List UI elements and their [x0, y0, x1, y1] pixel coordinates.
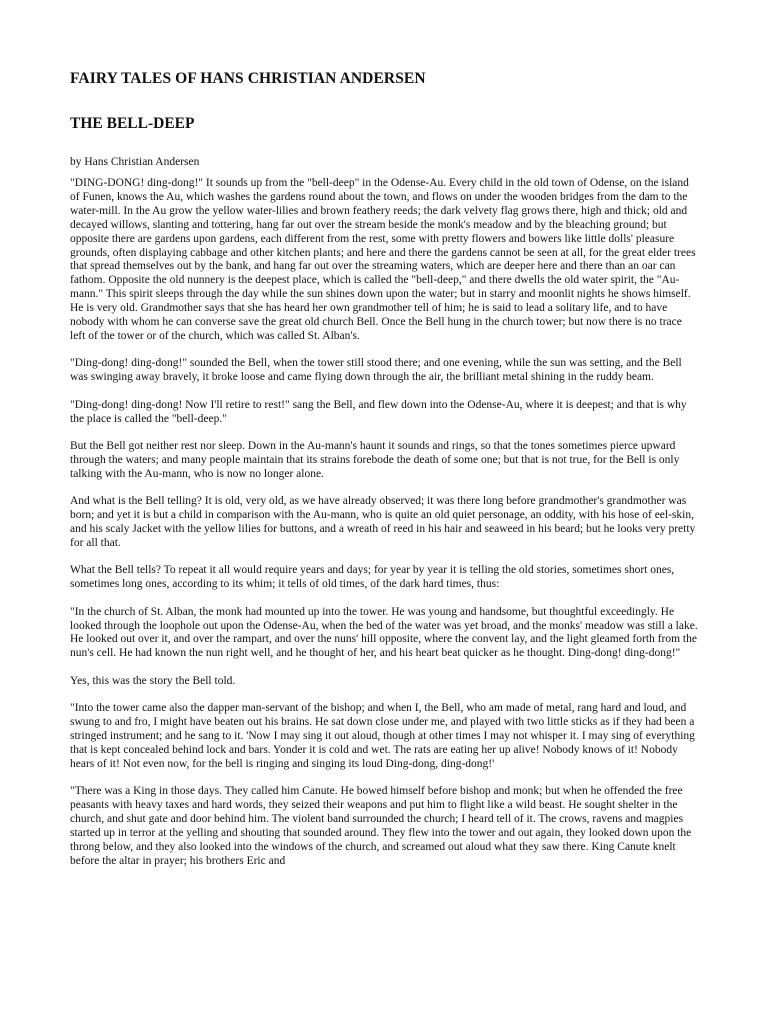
- paragraph-5: And what is the Bell telling? It is old, very old, as we have already observed; it was there long before grandmother's grandmother was born; and yet it is but a child in comparison with the Au-mann, who is quite an old quiet personage, an oddity, with his hose of eel-skin, and his scaly Jacket with the yellow lilies for buttons, and a wreath of reed in his hair and seaweed in his beard; but he looks very pretty for all that.: [70, 495, 696, 549]
- paragraph-4: But the Bell got neither rest nor sleep. Down in the Au-mann's haunt it sounds and rings, so that the tones sometimes pierce upward through the waters; and many people maintain that its strains forebode the death of some one; but that is not true, for the Bell is only talking with the Au-mann, who is now no longer alone.: [70, 440, 680, 480]
- paragraph-8: Yes, this was the story the Bell told.: [70, 674, 236, 687]
- paragraph-9: "Into the tower came also the dapper man-servant of the bishop; and when I, the Bell, who am made of metal, rang hard and loud, and swung to and fro, I might have beaten out his brains. He sat down close under me, and played with two little sticks as if they had been a stringed instrument; and he sang to it. 'Now I may sing it out aloud, though at other times I may not whisper it. I may sing of everything that is kept concealed behind lock and bars. Yonder it is cold and wet. The rats are eating her up alive! Nobody knows of it! Nobody hears of it! Not even now, for the bell is ringing and singing its loud Ding-dong, ding-dong!': [70, 702, 695, 770]
- paragraph-10: "There was a King in those days. They called him Canute. He bowed himself before bishop and monk; but when he offended the free peasants with heavy taxes and hard words, they seized their weapons and put him to flight like a wild beast. He sought shelter in the church, and shut gate and door behind him. The violent band surrounded the church; I heard tell of it. The crows, ravens and magpies started up in terror at the yelling and shouting that sounded around. They flew into the tower and out again, they looked down upon the throng below, and they also looked into the windows of the church, and screamed out aloud what they saw there. King Canute knelt before the altar in prayer; his brothers Eric and: [70, 785, 692, 867]
- paragraph-7: "In the church of St. Alban, the monk had mounted up into the tower. He was young and handsome, but thoughtful exceedingly. He looked through the loophole out upon the Odense-Au, when the bed of the water was yet broad, and the monks' meadow was still a lake. He looked out over it, and over the rampart, and over the nuns' hill opposite, where the convent lay, and the light gleamed forth from the nun's cell. He had known the nun right well, and he thought of her, and his heart beat quicker as he thought. Ding-dong! ding-dong!": [70, 605, 698, 660]
- paragraph-6: What the Bell tells? To repeat it all would require years and days; for year by year it is telling the old stories, sometimes short ones, sometimes long ones, according to its whim; it tells of old times, of the dark hard times, thus:: [70, 564, 675, 591]
- paragraph-2: "Ding-dong! ding-dong!" sounded the Bell, when the tower still stood there; and one evening, while the sun was setting, and the Bell was swinging away bravely, it broke loose and came flying down through the air, the brilliant metal shining in the ruddy beam.: [70, 357, 682, 384]
- paragraph-1: "DING-DONG! ding-dong!" It sounds up from the "bell-deep" in the Odense-Au. Every child in the old town of Odense, on the island of Funen, knows the Au, which washes the gardens round about the town, and flows on under the wooden bridges from the dam to the water-mill. In the Au grow the yellow water-lilies and brown feathery reeds; the dark velvety flag grows there, high and thick; old and decayed willows, slanting and tottering, hang far out over the stream beside the monk's meadow and by the bleaching ground; but opposite there are gardens upon gardens, each different from the rest, some with pretty flowers and bowers like little dolls' pleasure grounds, often displaying cabbage and other kitchen plants; and here and there the gardens cannot be seen at all, for the great elder trees that spread themselves out by the bank, and hang far out over the streaming waters, which are deeper here and there than an oar can fathom. Opposite the old nunnery is the deepest place, which is called the "bell-deep," and there dwells the old water spirit, the "Au-mann." This spirit sleeps through the day while the sun shines down upon the water; but in starry and moonlit nights he shows himself. He is very old. Grandmother says that she has heard her own grandmother tell of him; he is said to lead a solitary life, and to have nobody with whom he can converse save the great old church Bell. Once the Bell hung in the church tower; but now there is no trace left of the tower or of the church, which was called St. Alban's.: [70, 177, 696, 342]
- document-page: [70, 70, 698, 869]
- book-title: FAIRY TALES OF HANS CHRISTIAN ANDERSEN: [70, 70, 426, 87]
- story-body: [70, 177, 698, 869]
- story-title: THE BELL-DEEP: [70, 115, 195, 132]
- byline: by Hans Christian Andersen: [70, 156, 200, 168]
- paragraph-3: "Ding-dong! ding-dong! Now I'll retire to rest!" sang the Bell, and flew down into the Odense-Au, where it is deepest; and that is why the place is called the "bell-deep.": [70, 398, 687, 425]
